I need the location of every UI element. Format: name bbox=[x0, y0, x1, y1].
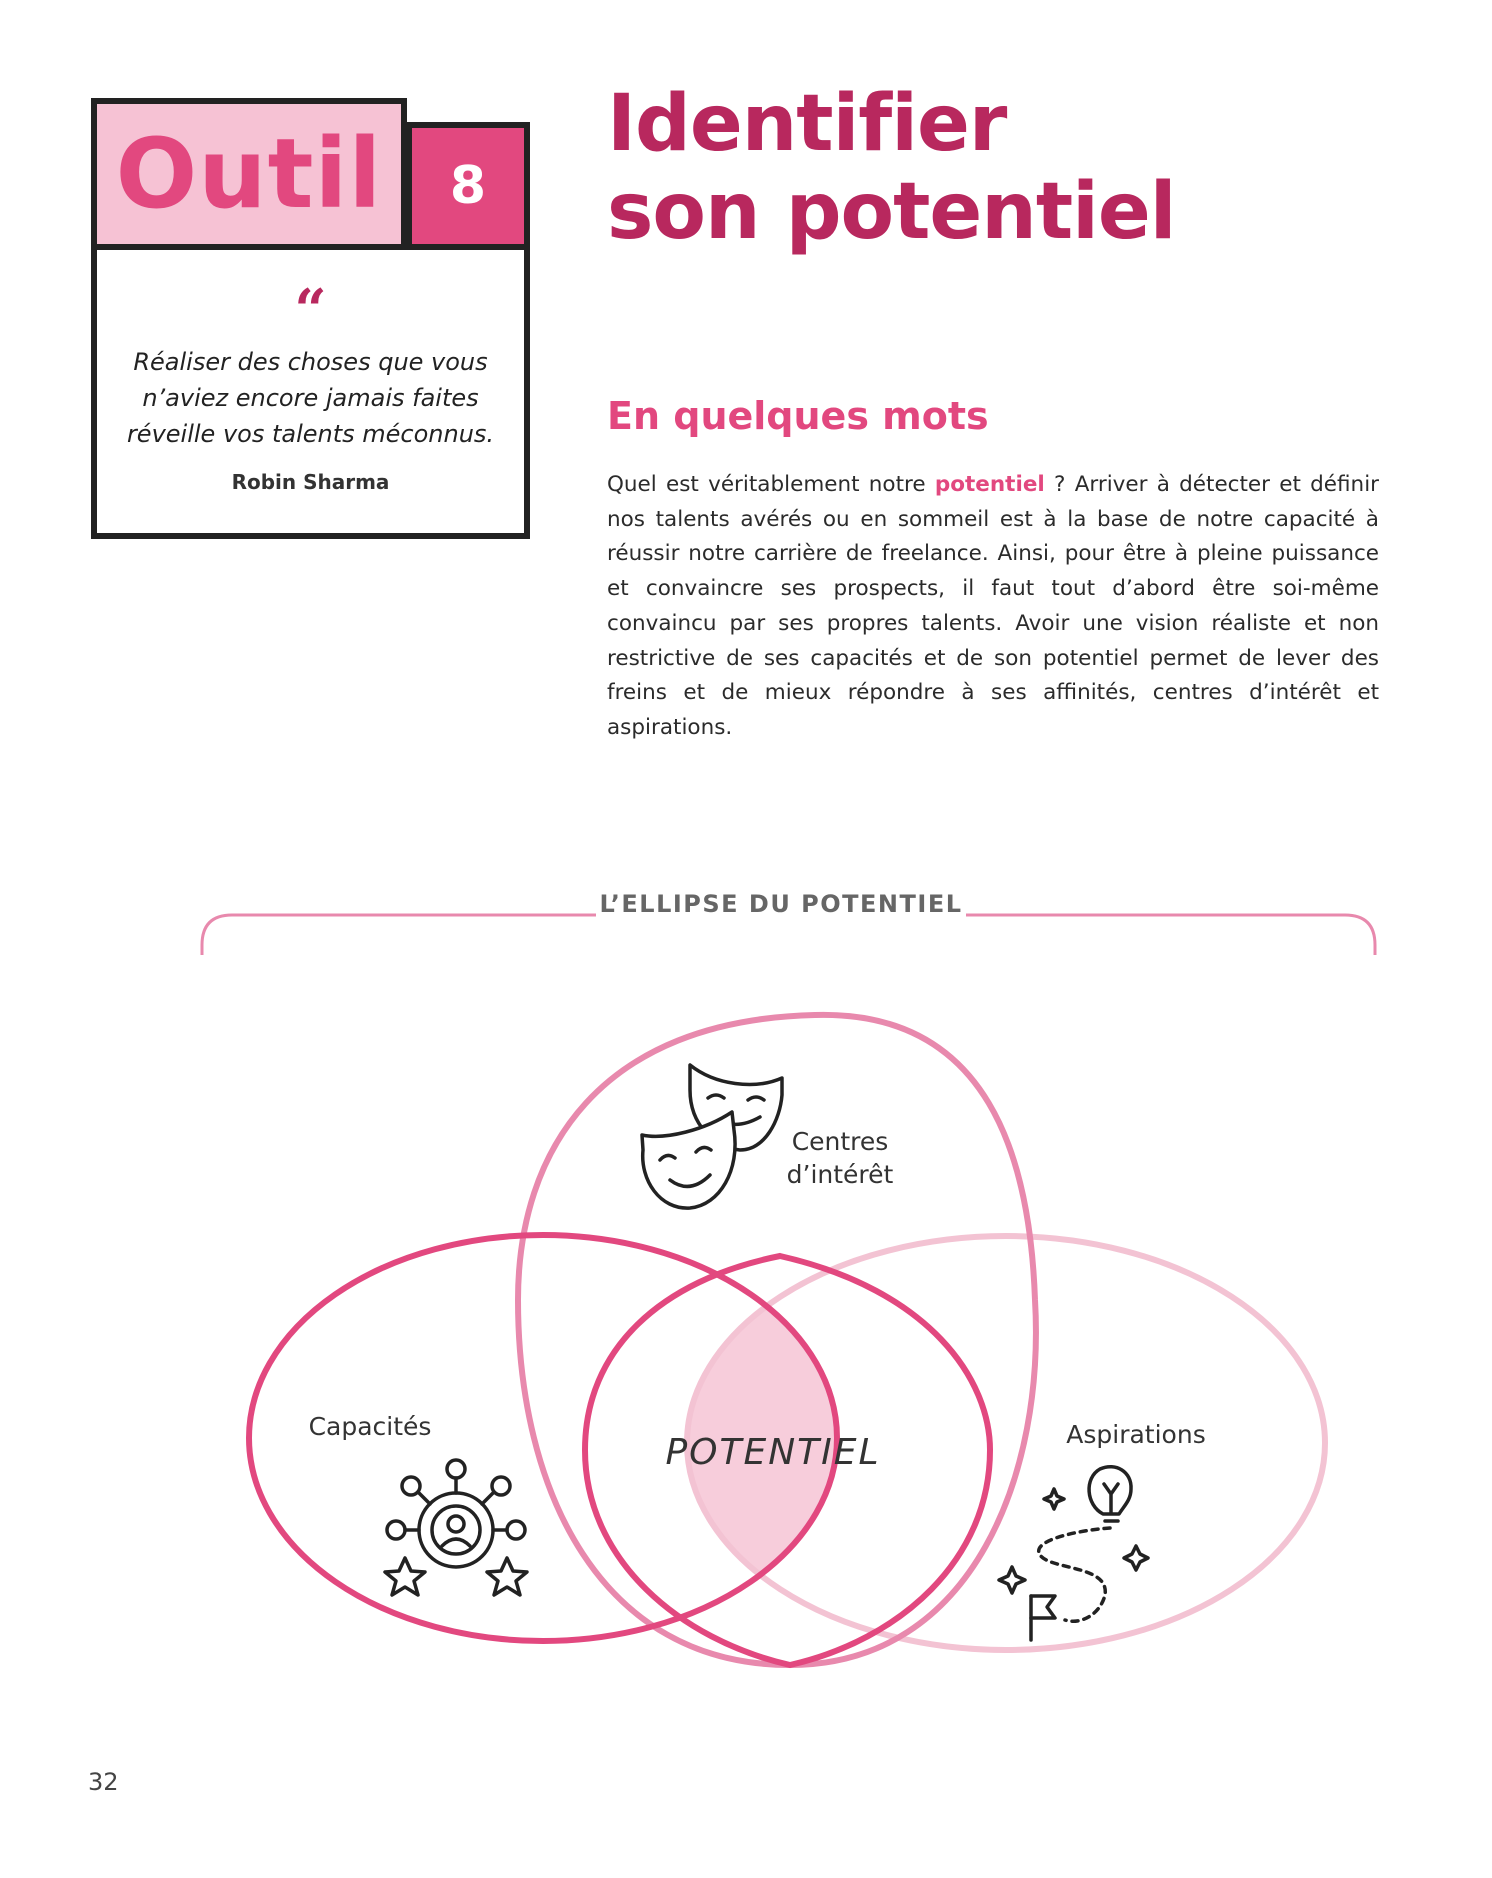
page-title-line2: son potentiel bbox=[607, 167, 1176, 257]
quote-author: Robin Sharma bbox=[231, 470, 390, 494]
body-text-end: ? Arriver à détecter et définir nos talents avérés ou en sommeil est à la base de notre capacité à réussir notre carrière de freelance. Ainsi, pour être à pleine puissance et convaincre ses prospects, il faut tout d’abord être soi-même convaincu par ses propres talents. Avoir une vision réaliste et non restrictive de ses capacités et de son potentiel permet de lever des freins et de mieux répondre à ses affinités, centres d’intérêt et aspirations. bbox=[607, 472, 1380, 740]
tool-number: 8 bbox=[449, 156, 487, 216]
page-number: 32 bbox=[88, 1768, 119, 1796]
aspirations-label: Aspirations bbox=[1066, 1420, 1206, 1449]
interests-label-line2: d’intérêt bbox=[786, 1160, 894, 1189]
capacites-label: Capacités bbox=[308, 1412, 432, 1441]
interests-label-line1: Centres bbox=[791, 1127, 889, 1156]
page-title-line1: Identifier bbox=[607, 79, 1007, 169]
potentiel-label: POTENTIEL bbox=[665, 1432, 881, 1473]
diagram-title: L’ELLIPSE DU POTENTIEL bbox=[596, 890, 966, 918]
lightbulb-path-flag-icon bbox=[999, 1467, 1148, 1640]
theater-masks-icon bbox=[642, 1065, 782, 1208]
network-person-stars-icon bbox=[385, 1460, 527, 1595]
body-text-start: Quel est véritablement notre bbox=[607, 472, 935, 497]
quote-mark-icon: “ bbox=[294, 277, 327, 343]
body-highlight: potentiel bbox=[934, 472, 1045, 497]
tool-label: Outil bbox=[115, 118, 383, 230]
quote-text: Réaliser des choses que vous n’aviez encore jamais faites réveille vos talents méconnus. bbox=[126, 348, 495, 448]
section-heading: En quelques mots bbox=[607, 394, 989, 438]
